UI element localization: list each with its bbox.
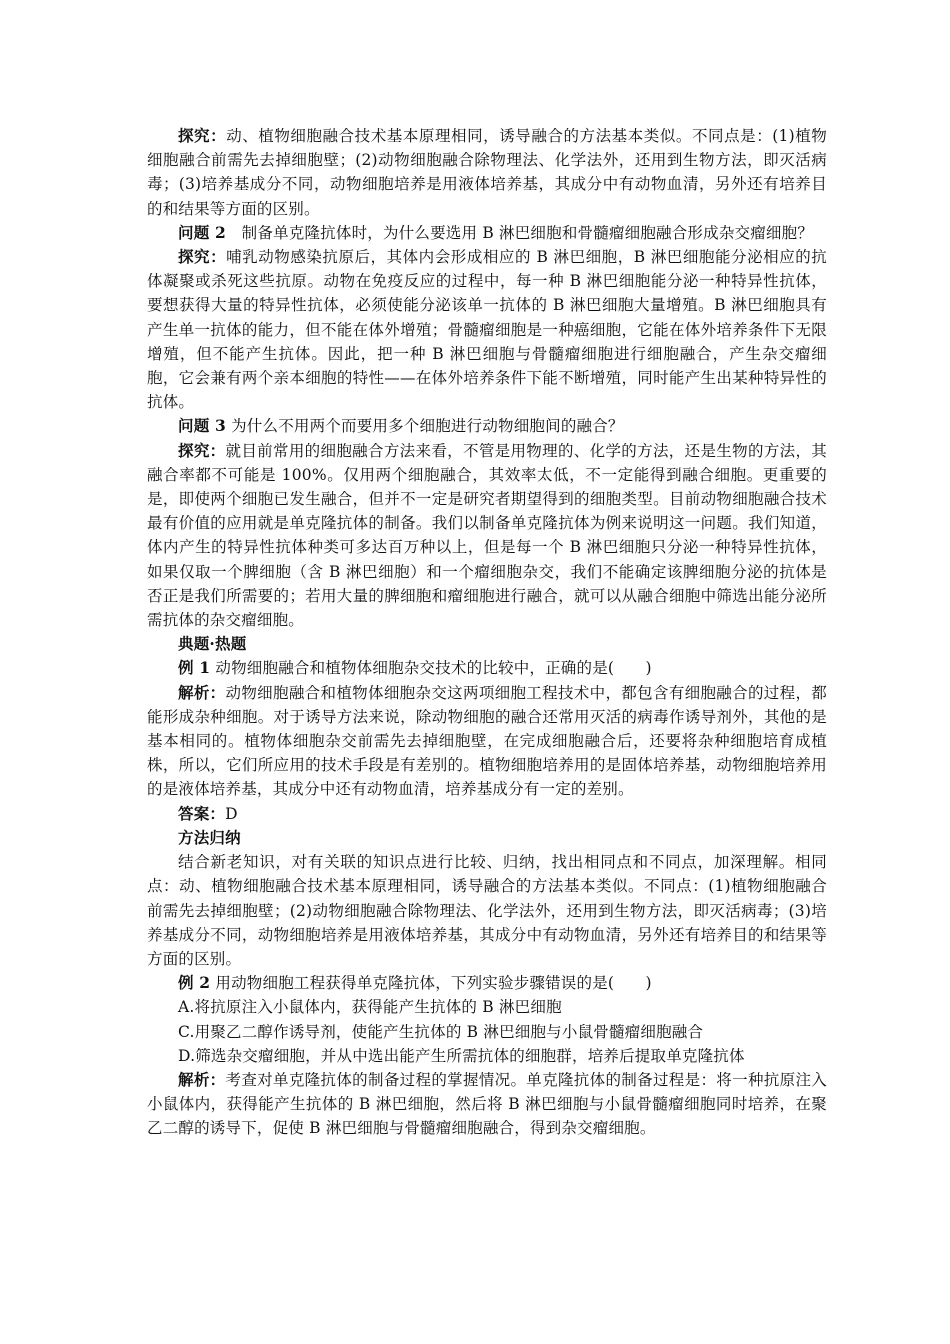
document-body [147, 124, 827, 1141]
paragraph-analysis-1 [147, 681, 827, 802]
paragraph-answer [147, 802, 827, 826]
explore-label: 探究： [178, 440, 226, 460]
paragraph-example-2 [147, 971, 827, 995]
paragraph-explore-1 [147, 124, 827, 221]
paragraph-question-3 [147, 414, 827, 438]
question-label: 问题 2 [178, 222, 226, 242]
paragraph-method: 结合新老知识，对有关联的知识点进行比较、归纳，找出相同点和不同点，加深理解。相同点：动、植物细胞融合技术基本原理相同，诱导融合的方法基本类似。不同点：(1)植物细胞融合前需先去掉细胞壁；(2)动物细胞融合除物理法、化学法外，还用到生物方法，即灭活病毒；(3)培养基成分不同，动物细胞培养是用液体培养基，其成分中有动物血清，另外还有培养目的和结果等方面的区别。 [147, 853, 827, 968]
option-d: D.筛选杂交瘤细胞，并从中选出能产生所需抗体的细胞群，培养后提取单克隆抗体 [178, 1046, 745, 1065]
option-a: A.将抗原注入小鼠体内，获得能产生抗体的 B 淋巴细胞 [178, 998, 562, 1017]
analysis-label: 解析： [178, 1069, 226, 1089]
example-text: 用动物细胞工程获得单克隆抗体，下列实验步骤错误的是( ) [210, 974, 652, 993]
explore-text: 动、植物细胞融合技术基本原理相同，诱导融合的方法基本类似。不同点是：(1)植物细胞融合前需先去掉细胞壁；(2)动物细胞融合除物理法、化学法外，还用到生物方法，即灭活病毒；(3)培养基成分不同，动物细胞培养是用液体培养基，其成分中有动物血清，另外还有培养目的和结果等方面的区别。 [147, 127, 827, 218]
example-label: 例 2 [178, 973, 211, 993]
question-text: 为什么不用两个而要用多个细胞进行动物细胞间的融合？ [225, 417, 624, 436]
method-heading: 方法归纳 [178, 827, 241, 847]
paragraph-analysis-2 [147, 1068, 827, 1141]
explore-label: 探究： [178, 247, 227, 267]
analysis-label: 解析： [178, 682, 226, 702]
option-c: C.用聚乙二醇作诱导剂，使能产生抗体的 B 淋巴细胞与小鼠骨髓瘤细胞融合 [178, 1022, 704, 1041]
paragraph-question-2 [147, 221, 827, 245]
answer-text: D [225, 804, 238, 823]
example-label: 例 1 [178, 658, 211, 678]
explore-text: 哺乳动物感染抗原后，其体内会形成相应的 B 淋巴细胞，B 淋巴细胞能分泌相应的抗体凝聚或杀死这些抗原。动物在免疫反应的过程中，每一种 B 淋巴细胞能分泌一种特异性抗体，要想获得大量的特异性抗体，必须使能分泌该单一抗体的 B 淋巴细胞大量增殖。B 淋巴细胞具有产生单一抗体的能力，但不能在体外增殖；骨髓瘤细胞是一种癌细胞，它能在体外培养条件下无限增殖，但不能产生抗体。因此，把一种 B 淋巴细胞与骨髓瘤细胞进行细胞融合，产生杂交瘤细胞，它会兼有两个亲本细胞的特性——在体外培养条件下能不断增殖，同时能产生出某种特异性的抗体。 [147, 248, 827, 412]
paragraph-explore-3 [147, 439, 827, 633]
question-text: 制备单克隆抗体时，为什么要选用 B 淋巴细胞和骨髓瘤细胞融合形成杂交瘤细胞？ [225, 223, 814, 242]
explore-label: 探究： [178, 126, 227, 145]
explore-text: 就目前常用的细胞融合方法来看，不管是用物理的、化学的方法，还是生物的方法，其融合率都不可能是 100%。仅用两个细胞融合，其效率太低，不一定能得到融合细胞。更重要的是，即使两个细胞已发生融合，但并不一定是研究者期望得到的细胞类型。目前动物细胞融合技术最有价值的应用就是单克隆抗体的制备。我们以制备单克隆抗体为例来说明这一问题。我们知道，体内产生的特异性抗体种类可多达百万种以上，但是每一个 B 淋巴细胞只分泌一种特异性抗体，如果仅取一个脾细胞（含 B 淋巴细胞）和一个瘤细胞杂交，我们不能确定该脾细胞分泌的抗体是否正是我们所需要的；若用大量的脾细胞和瘤细胞进行融合，就可以从融合细胞中筛选出能分泌所需抗体的杂交瘤细胞。 [147, 441, 827, 630]
paragraph-example-1 [147, 656, 827, 680]
example-text: 动物细胞融合和植物体细胞杂交技术的比较中，正确的是( ) [210, 659, 652, 678]
section-heading: 典题·热题 [178, 634, 247, 654]
answer-label: 答案： [178, 803, 226, 823]
question-label: 问题 3 [178, 416, 226, 436]
analysis-text: 动物细胞融合和植物体细胞杂交这两项细胞工程技术中，都包含有细胞融合的过程，都能形成杂种细胞。对于诱导方法来说，除动物细胞的融合还常用灭活的病毒作诱导剂外，其他的是基本相同的。植物体细胞杂交前需先去掉细胞壁，在完成细胞融合后，还要将杂种细胞培育成植株，所以，它们所应用的技术手段是有差别的。植物细胞培养用的是固体培养基，动物细胞培养用的是液体培养基，其成分中还有动物血清，培养基成分有一定的差别。 [147, 683, 827, 799]
paragraph-explore-2 [147, 245, 827, 414]
analysis-text: 考查对单克隆抗体的制备过程的掌握情况。单克隆抗体的制备过程是：将一种抗原注入小鼠体内，获得能产生抗体的 B 淋巴细胞，然后将 B 淋巴细胞与小鼠骨髓瘤细胞同时培养，在聚乙二醇的诱导下，促使 B 淋巴细胞与骨髓瘤细胞融合，得到杂交瘤细胞。 [147, 1070, 827, 1138]
